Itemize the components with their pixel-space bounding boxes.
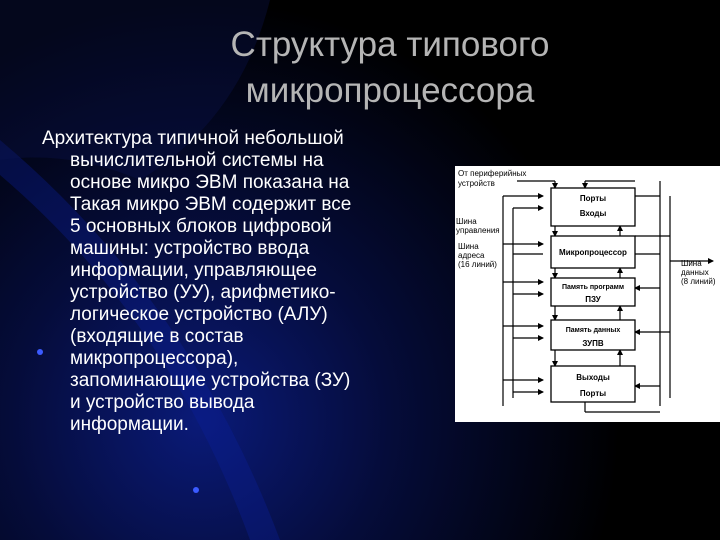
- body-line: вычислительной системы на: [70, 150, 324, 171]
- slide-title-line: Структура типового: [230, 25, 550, 64]
- block-ram-label: ЗУПВ: [582, 339, 604, 348]
- body-line: запоминающие устройства (ЗУ): [70, 370, 351, 391]
- block-ram-label: Память данных: [565, 327, 621, 334]
- block-microprocessor-label: Микропроцессор: [559, 248, 627, 257]
- block-ram: [551, 320, 635, 350]
- label-control-bus: Шина: [456, 217, 477, 226]
- label-address-bus: (16 линий): [458, 260, 497, 269]
- body-line: информации, управляющее: [70, 260, 317, 281]
- body-line: информации.: [70, 414, 189, 435]
- block-output-label: Выходы: [576, 373, 610, 382]
- block-output-ports: [551, 366, 635, 402]
- decor-dot: [193, 487, 199, 493]
- body-line: Архитектура типичной небольшой: [42, 128, 344, 149]
- label-address-bus: адреса: [458, 251, 485, 260]
- architecture-diagram-svg: [455, 166, 720, 422]
- slide-title: [150, 22, 630, 114]
- block-microprocessor: [551, 236, 635, 268]
- label-data-bus: Шина: [681, 259, 702, 268]
- body-line: основе микро ЭВМ показана на: [70, 172, 350, 193]
- block-rom-label: Память программ: [561, 284, 625, 291]
- block-rom: [551, 278, 635, 306]
- label-data-bus: данных: [681, 268, 709, 277]
- body-line: 5 основных блоков цифровой: [70, 216, 332, 237]
- slide-title-line: микропроцессора: [245, 71, 535, 110]
- body-line: машины: устройство ввода: [70, 238, 310, 259]
- block-rom-label: ПЗУ: [585, 295, 601, 304]
- block-input-ports: [551, 188, 635, 226]
- body-line: и устройство вывода: [70, 392, 255, 413]
- label-control-bus: управления: [456, 226, 500, 235]
- architecture-diagram: [455, 166, 720, 422]
- label-address-bus: Шина: [458, 242, 479, 251]
- body-line: микропроцессора),: [70, 348, 239, 369]
- slide-body-text: [42, 128, 442, 436]
- body-line: логическое устройство (АЛУ): [70, 304, 328, 325]
- body-line: Такая микро ЭВМ содержит все: [70, 194, 352, 215]
- block-input-label: Входы: [579, 209, 607, 218]
- label-from-peripherals: устройств: [458, 179, 495, 188]
- body-line: устройство (УУ), арифметико-: [70, 282, 336, 303]
- label-data-bus: (8 линий): [681, 277, 716, 286]
- block-output-label: Порты: [579, 389, 607, 398]
- block-input-label: Порты: [579, 194, 607, 203]
- label-from-peripherals: От периферийных: [458, 169, 527, 178]
- body-line: (входящие в состав: [70, 326, 244, 347]
